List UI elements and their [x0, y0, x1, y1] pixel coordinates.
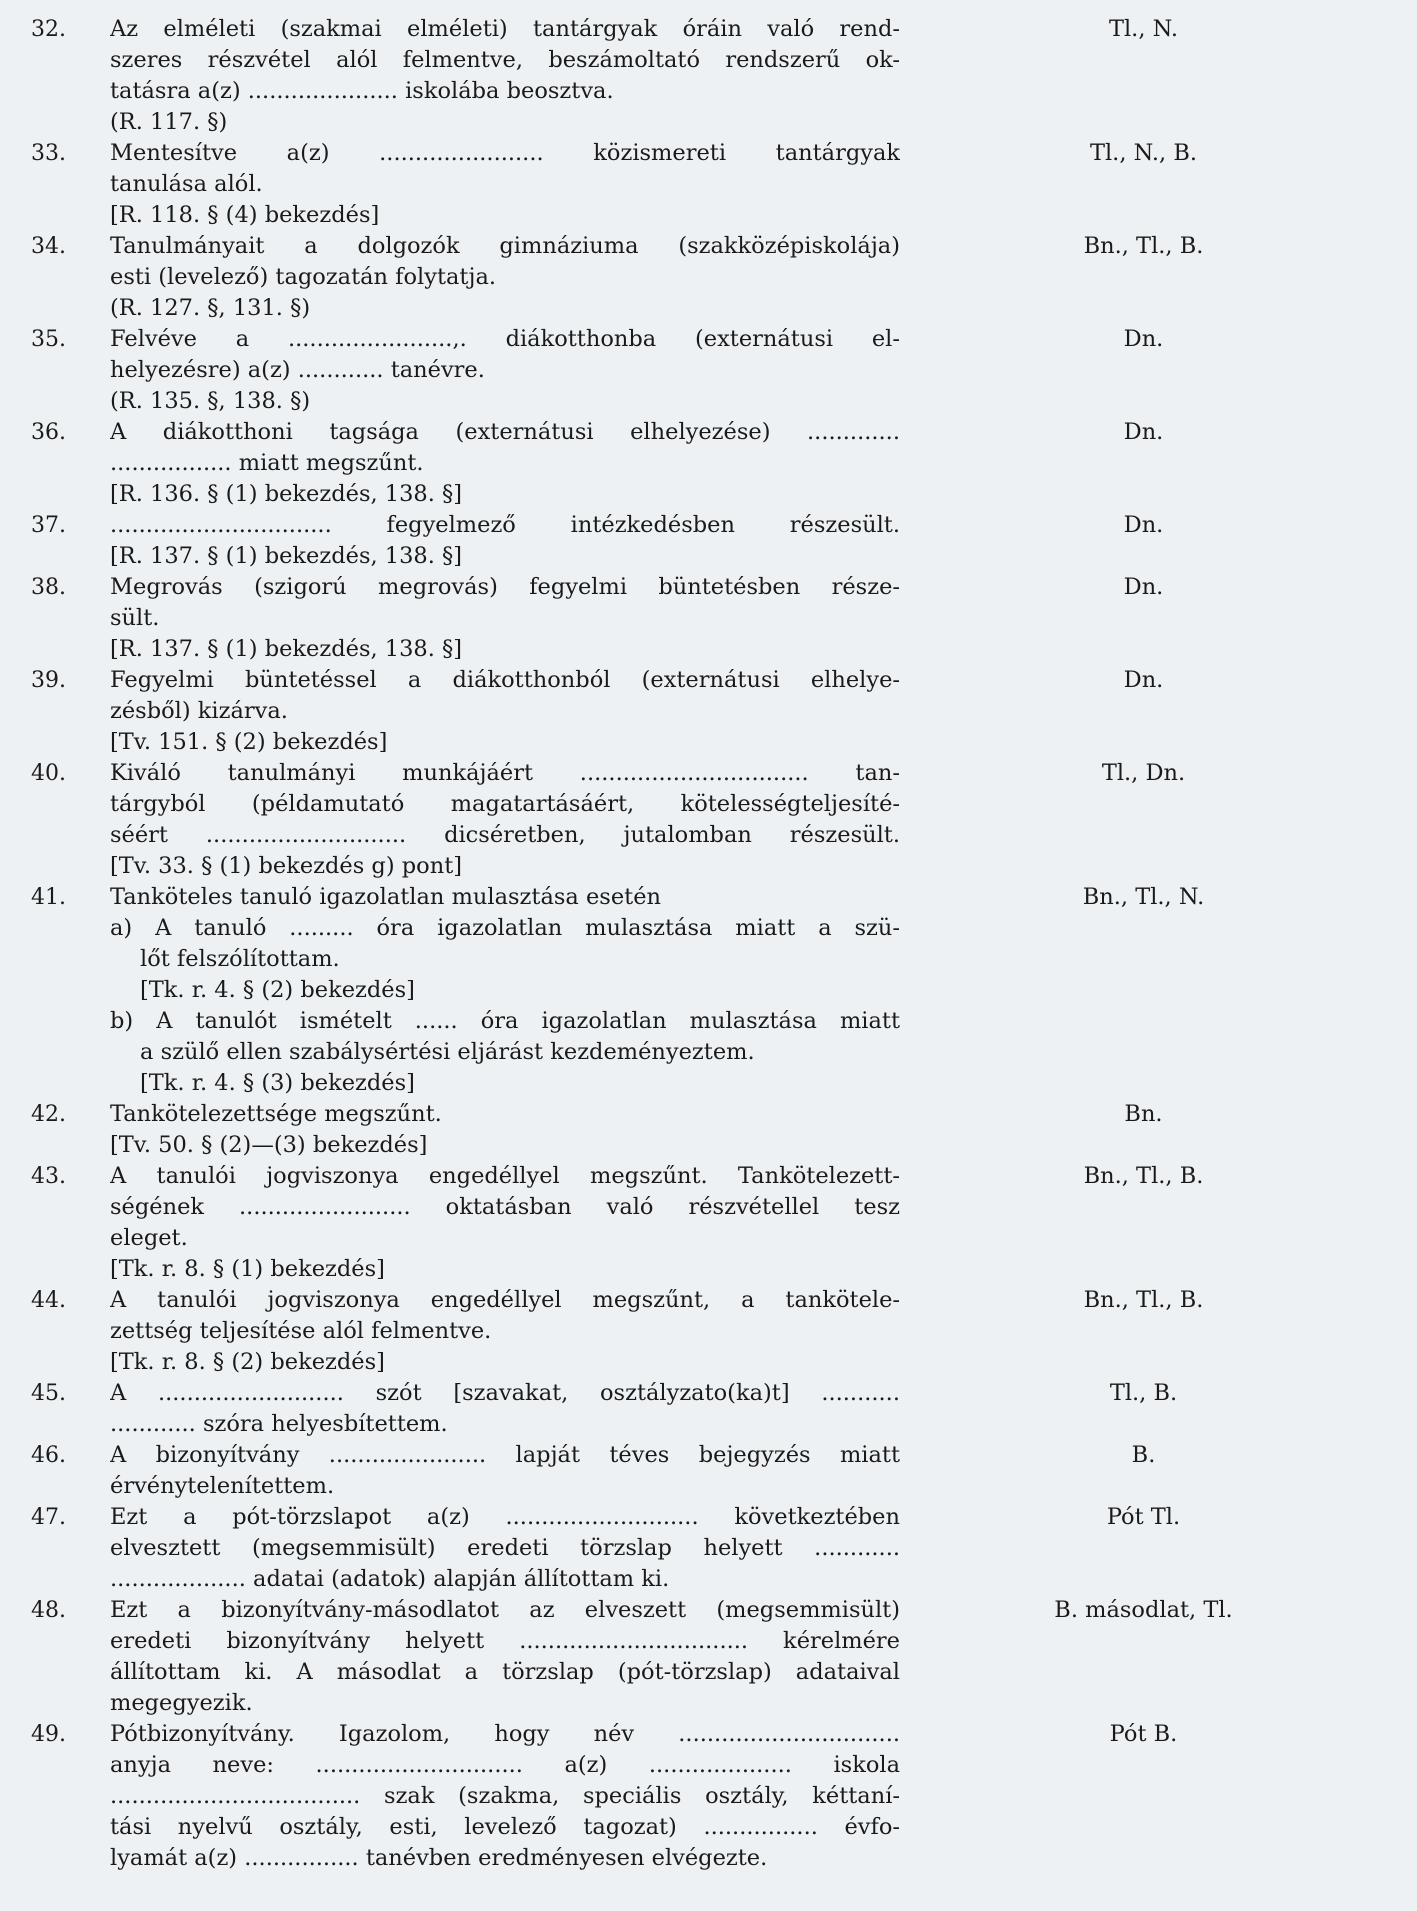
text-line: Pótbizonyítvány. Igazolom, hogy név ............................... [110, 1721, 900, 1747]
text-line: (R. 135. §, 138. §) [110, 388, 311, 414]
entry-text [110, 1595, 900, 1719]
entry-code: Bn., Tl., B. [1083, 1287, 1204, 1313]
entry-text [110, 417, 900, 510]
entry-text [110, 882, 900, 1099]
text-line: elvesztett (megsemmisült) eredeti törzslap helyett ............ [110, 1535, 900, 1561]
entry-code: Bn., Tl., B. [1083, 1163, 1204, 1189]
entry-code: B. [1131, 1442, 1156, 1468]
entry-number: 44. [31, 1288, 66, 1313]
entry-34 [0, 231, 1417, 324]
text-line: A bizonyítvány ...................... lapját téves bejegyzés miatt [110, 1442, 900, 1468]
text-line: Tankötelezettsége megszűnt. [110, 1101, 442, 1127]
text-line: Megrovás (szigorú megrovás) fegyelmi büntetésben része- [110, 574, 900, 600]
entry-text [110, 1285, 900, 1378]
entry-code: Dn. [1123, 326, 1164, 352]
text-line: eleget. [110, 1225, 188, 1251]
text-line: ............ szóra helyesbítettem. [110, 1411, 448, 1437]
entry-code: Pót B. [1109, 1721, 1178, 1747]
text-line: [Tk. r. 4. § (2) bekezdés] [140, 977, 415, 1003]
text-line: [Tk. r. 4. § (3) bekezdés] [140, 1070, 415, 1096]
text-line: [R. 118. § (4) bekezdés] [110, 202, 380, 228]
text-line: a szülő ellen szabálysértési eljárást kezdeményeztem. [140, 1039, 755, 1065]
text-line: tási nyelvű osztály, esti, levelező tagozat) ................ évfo- [110, 1814, 900, 1840]
entry-number: 34. [31, 234, 66, 259]
text-line: a) A tanuló ......... óra igazolatlan mulasztása miatt a szü- [110, 915, 900, 941]
entry-number: 41. [31, 885, 66, 910]
entry-code: Dn. [1123, 574, 1164, 600]
text-line: (R. 117. §) [110, 109, 228, 135]
entry-number: 43. [31, 1164, 66, 1189]
entry-text [110, 510, 900, 572]
entry-49 [0, 1719, 1417, 1874]
text-line: lőt felszólítottam. [140, 946, 340, 972]
entry-number: 42. [31, 1102, 66, 1127]
entry-code: Tl., Dn. [1101, 760, 1186, 786]
text-line: Ezt a pót-törzslapot a(z) ........................... következtében [110, 1504, 900, 1530]
text-line: (R. 127. §, 131. §) [110, 295, 311, 321]
entry-38 [0, 572, 1417, 665]
text-line: esti (levelező) tagozatán folytatja. [110, 264, 497, 290]
entry-37 [0, 510, 1417, 572]
entry-number: 38. [31, 575, 66, 600]
text-line: [Tv. 33. § (1) bekezdés g) pont] [110, 853, 463, 879]
entry-text [110, 758, 900, 882]
entry-text [110, 324, 900, 417]
entry-number: 33. [31, 141, 66, 166]
entry-code: Dn. [1123, 667, 1164, 693]
entry-text [110, 14, 900, 138]
text-line: [Tk. r. 8. § (2) bekezdés] [110, 1349, 385, 1375]
entry-text [110, 1719, 900, 1874]
entry-42 [0, 1099, 1417, 1161]
entry-number: 40. [31, 761, 66, 786]
text-line: b) A tanulót ismételt ...... óra igazolatlan mulasztása miatt [110, 1008, 900, 1034]
entry-35 [0, 324, 1417, 417]
text-line: ségének ........................ oktatásban való részvétellel tesz [110, 1194, 900, 1220]
entry-39 [0, 665, 1417, 758]
text-line: zettség teljesítése alól felmentve. [110, 1318, 492, 1344]
text-line: eredeti bizonyítvány helyett ................................ kérelmére [110, 1628, 900, 1654]
text-line: séért ............................ dicséretben, jutalomban részesült. [110, 822, 900, 848]
entry-code: Tl., N. [1108, 16, 1179, 42]
text-line: érvénytelenítettem. [110, 1473, 335, 1499]
text-line: tatásra a(z) ..................... iskolába beosztva. [110, 78, 614, 104]
text-line: anyja neve: ............................. a(z) .................... iskola [110, 1752, 900, 1778]
text-line: [R. 137. § (1) bekezdés, 138. §] [110, 636, 463, 662]
text-line: Az elméleti (szakmai elméleti) tantárgyak óráin való rend- [110, 16, 900, 42]
text-line: állítottam ki. A másodlat a törzslap (pót-törzslap) adataival [110, 1659, 900, 1685]
entry-code: Bn. [1124, 1101, 1163, 1127]
entry-number: 49. [31, 1722, 66, 1747]
text-line: ................... adatai (adatok) alapján állítottam ki. [110, 1566, 670, 1592]
entry-32 [0, 14, 1417, 138]
entry-code: Tl., N., B. [1089, 140, 1198, 166]
text-line: [Tk. r. 8. § (1) bekezdés] [110, 1256, 385, 1282]
entry-code: Dn. [1123, 512, 1164, 538]
entry-text [110, 1378, 900, 1440]
text-line: ............................... fegyelmező intézkedésben részesült. [110, 512, 900, 538]
text-line: Felvéve a .......................,. diákotthonba (externátusi el- [110, 326, 900, 352]
entry-code: Bn., Tl., B. [1083, 233, 1204, 259]
entry-number: 47. [31, 1505, 66, 1530]
text-line: Fegyelmi büntetéssel a diákotthonból (externátusi elhelye- [110, 667, 900, 693]
entry-33 [0, 138, 1417, 231]
text-line: Ezt a bizonyítvány-másodlatot az elveszett (megsemmisült) [110, 1597, 900, 1623]
entry-48 [0, 1595, 1417, 1719]
text-line: Kiváló tanulmányi munkájáért ................................ tan- [110, 760, 900, 786]
entry-number: 48. [31, 1598, 66, 1623]
entry-text [110, 138, 900, 231]
entry-text [110, 231, 900, 324]
entry-code: Dn. [1123, 419, 1164, 445]
text-line: A diákotthoni tagsága (externátusi elhelyezése) ............. [110, 419, 900, 445]
entry-text [110, 572, 900, 665]
entry-40 [0, 758, 1417, 882]
entry-code: Bn., Tl., N. [1082, 884, 1205, 910]
text-line: [Tv. 151. § (2) bekezdés] [110, 729, 388, 755]
text-line: ................. miatt megszűnt. [110, 450, 424, 476]
text-line: lyamát a(z) ................ tanévben eredményesen elvégezte. [110, 1845, 768, 1871]
entry-number: 32. [31, 17, 66, 42]
entry-number: 35. [31, 327, 66, 352]
entry-number: 36. [31, 420, 66, 445]
text-line: tárgyból (példamutató magatartásáért, kötelességteljesíté- [110, 791, 900, 817]
entry-text [110, 665, 900, 758]
text-line: Tanköteles tanuló igazolatlan mulasztása esetén [110, 884, 661, 910]
entry-number: 46. [31, 1443, 66, 1468]
entry-text [110, 1161, 900, 1285]
entry-text [110, 1502, 900, 1595]
text-line: tanulása alól. [110, 171, 263, 197]
text-line: [R. 136. § (1) bekezdés, 138. §] [110, 481, 463, 507]
entry-number: 45. [31, 1381, 66, 1406]
entry-text [110, 1440, 900, 1502]
entry-45 [0, 1378, 1417, 1440]
text-line: megegyezik. [110, 1690, 253, 1716]
text-line: helyezésre) a(z) ............ tanévre. [110, 357, 485, 383]
text-line: Tanulmányait a dolgozók gimnáziuma (szakközépiskolája) [110, 233, 900, 259]
entry-code: Tl., B. [1109, 1380, 1178, 1406]
entry-36 [0, 417, 1417, 510]
text-line: [Tv. 50. § (2)—(3) bekezdés] [110, 1132, 428, 1158]
entry-43 [0, 1161, 1417, 1285]
text-line: sült. [110, 605, 160, 631]
entry-44 [0, 1285, 1417, 1378]
text-line: Mentesítve a(z) ....................... közismereti tantárgyak [110, 140, 900, 166]
entry-47 [0, 1502, 1417, 1595]
text-line: A .......................... szót [szavakat, osztályzato(ka)t] ........... [110, 1380, 900, 1406]
text-line: ................................... szak (szakma, speciális osztály, kéttaní- [110, 1783, 900, 1809]
text-line: szeres részvétel alól felmentve, beszámoltató rendszerű ok- [110, 47, 900, 73]
entry-code: B. másodlat, Tl. [1054, 1597, 1233, 1623]
entry-code: Pót Tl. [1106, 1504, 1181, 1530]
entry-41 [0, 882, 1417, 1099]
text-line: zésből) kizárva. [110, 698, 288, 724]
text-line: A tanulói jogviszonya engedéllyel megszűnt, a tankötele- [110, 1287, 900, 1313]
entry-number: 39. [31, 668, 66, 693]
entry-46 [0, 1440, 1417, 1502]
text-line: A tanulói jogviszonya engedéllyel megszűnt. Tankötelezett- [110, 1163, 900, 1189]
text-line: [R. 137. § (1) bekezdés, 138. §] [110, 543, 463, 569]
entry-number: 37. [31, 513, 66, 538]
entry-text [110, 1099, 900, 1161]
